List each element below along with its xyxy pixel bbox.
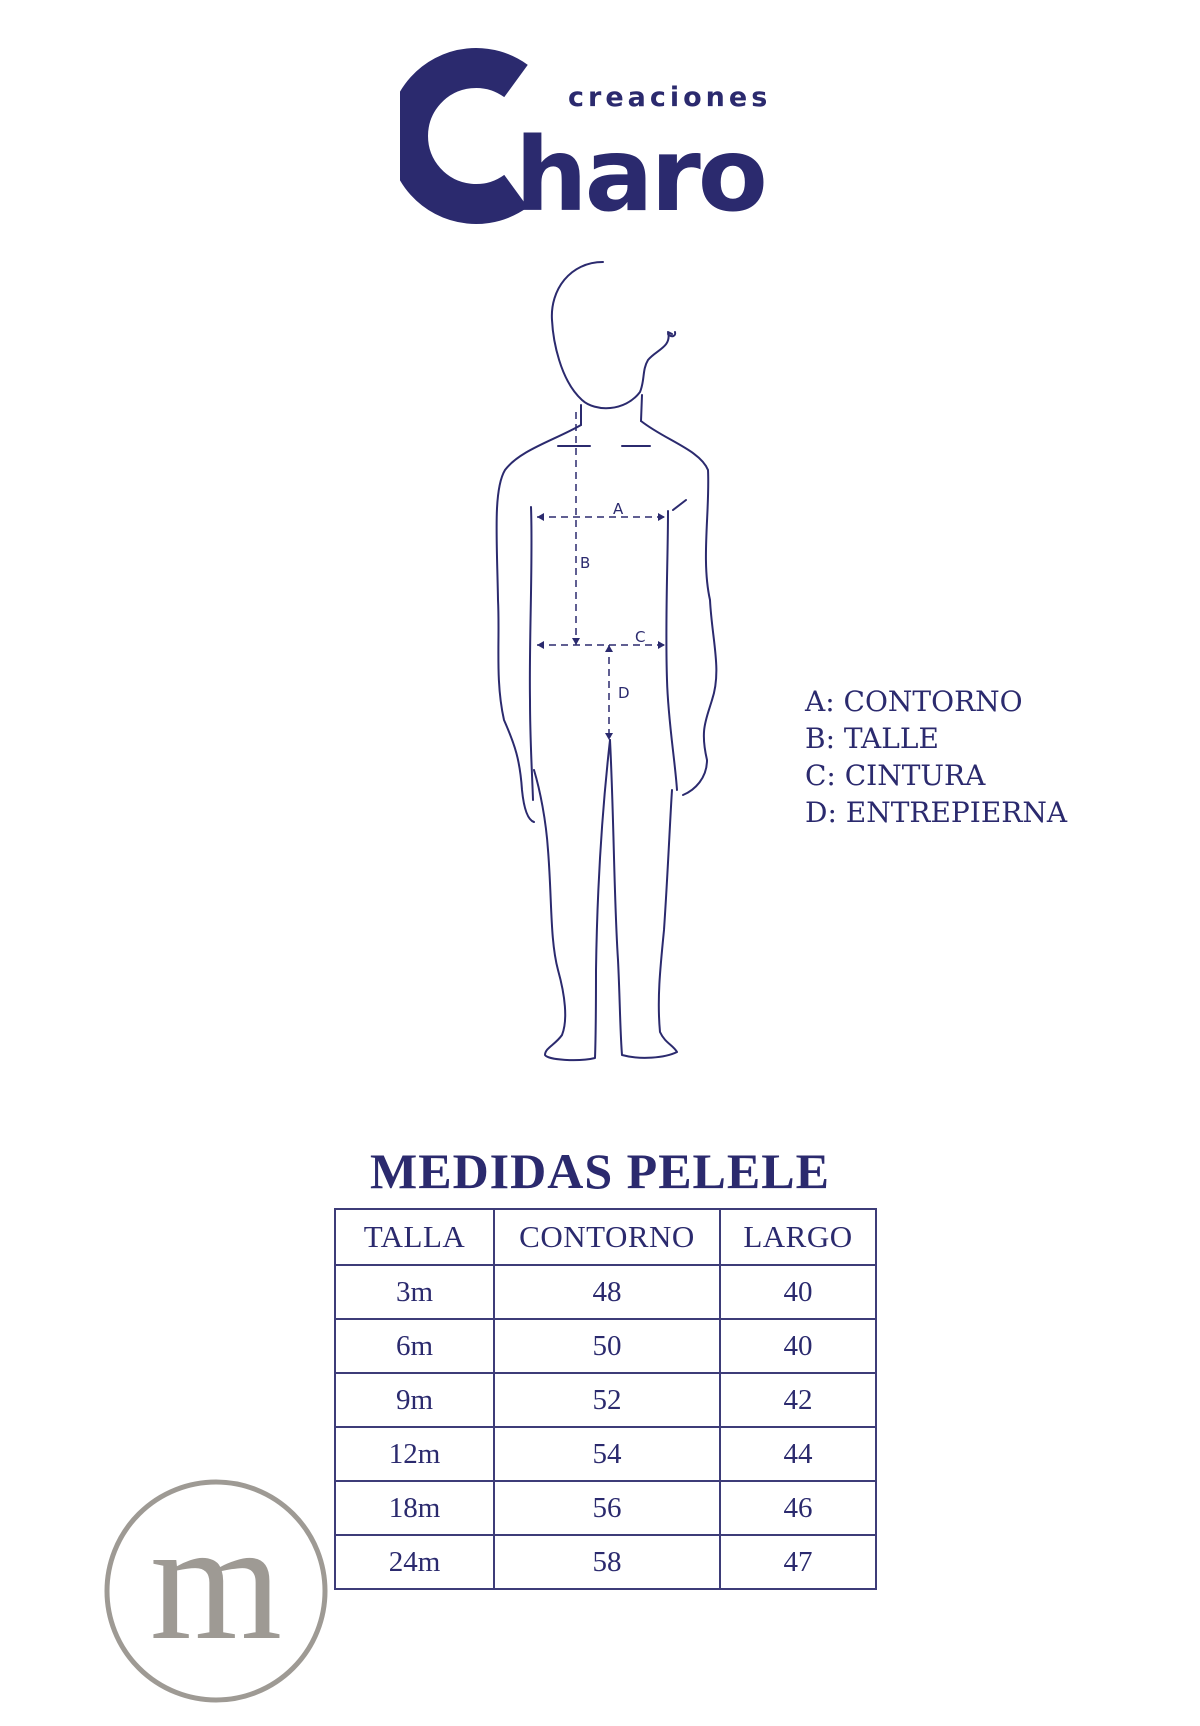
label-d: D (618, 684, 630, 702)
m-circle-logo-graphic (103, 1478, 329, 1704)
legend-item-cintura: C: CINTURA (805, 759, 986, 792)
cell-talla: 24m (335, 1535, 494, 1589)
charo-logo (400, 45, 820, 230)
cell-talla: 9m (335, 1373, 494, 1427)
header-contorno: CONTORNO (494, 1209, 720, 1265)
size-table (334, 1208, 877, 1590)
cell-contorno: 50 (494, 1319, 720, 1373)
legend-item-talle: B: TALLE (805, 722, 939, 755)
header-talla: TALLA (335, 1209, 494, 1265)
cell-largo: 46 (720, 1481, 876, 1535)
cell-talla: 18m (335, 1481, 494, 1535)
table-header-row (335, 1209, 876, 1265)
charo-logo-graphic (400, 45, 820, 230)
table-row (335, 1427, 876, 1481)
label-b: B (580, 554, 591, 572)
measurement-legend (805, 683, 1067, 831)
cell-talla: 3m (335, 1265, 494, 1319)
cell-talla: 12m (335, 1427, 494, 1481)
brand-name-text: haro (515, 116, 765, 230)
m-letter: m (149, 1487, 283, 1675)
cell-contorno: 48 (494, 1265, 720, 1319)
cell-contorno: 52 (494, 1373, 720, 1427)
header-largo: LARGO (720, 1209, 876, 1265)
table-row (335, 1535, 876, 1589)
cell-contorno: 58 (494, 1535, 720, 1589)
brand-tagline: creaciones (568, 82, 772, 113)
cell-largo: 40 (720, 1319, 876, 1373)
table-row (335, 1481, 876, 1535)
legend-item-contorno: A: CONTORNO (805, 685, 1023, 718)
cell-largo: 42 (720, 1373, 876, 1427)
cell-contorno: 56 (494, 1481, 720, 1535)
cell-largo: 47 (720, 1535, 876, 1589)
table-row (335, 1319, 876, 1373)
legend-item-entrepierna: D: ENTREPIERNA (805, 796, 1068, 829)
cell-talla: 6m (335, 1319, 494, 1373)
body-outline (470, 255, 740, 1065)
cell-contorno: 54 (494, 1427, 720, 1481)
table-row (335, 1373, 876, 1427)
label-c: C (635, 628, 646, 646)
cell-largo: 40 (720, 1265, 876, 1319)
table-row (335, 1265, 876, 1319)
table-title: MEDIDAS PELELE (370, 1143, 830, 1199)
m-circle-logo (103, 1478, 329, 1704)
cell-largo: 44 (720, 1427, 876, 1481)
child-measurement-figure (470, 255, 740, 1065)
label-a: A (613, 500, 624, 518)
